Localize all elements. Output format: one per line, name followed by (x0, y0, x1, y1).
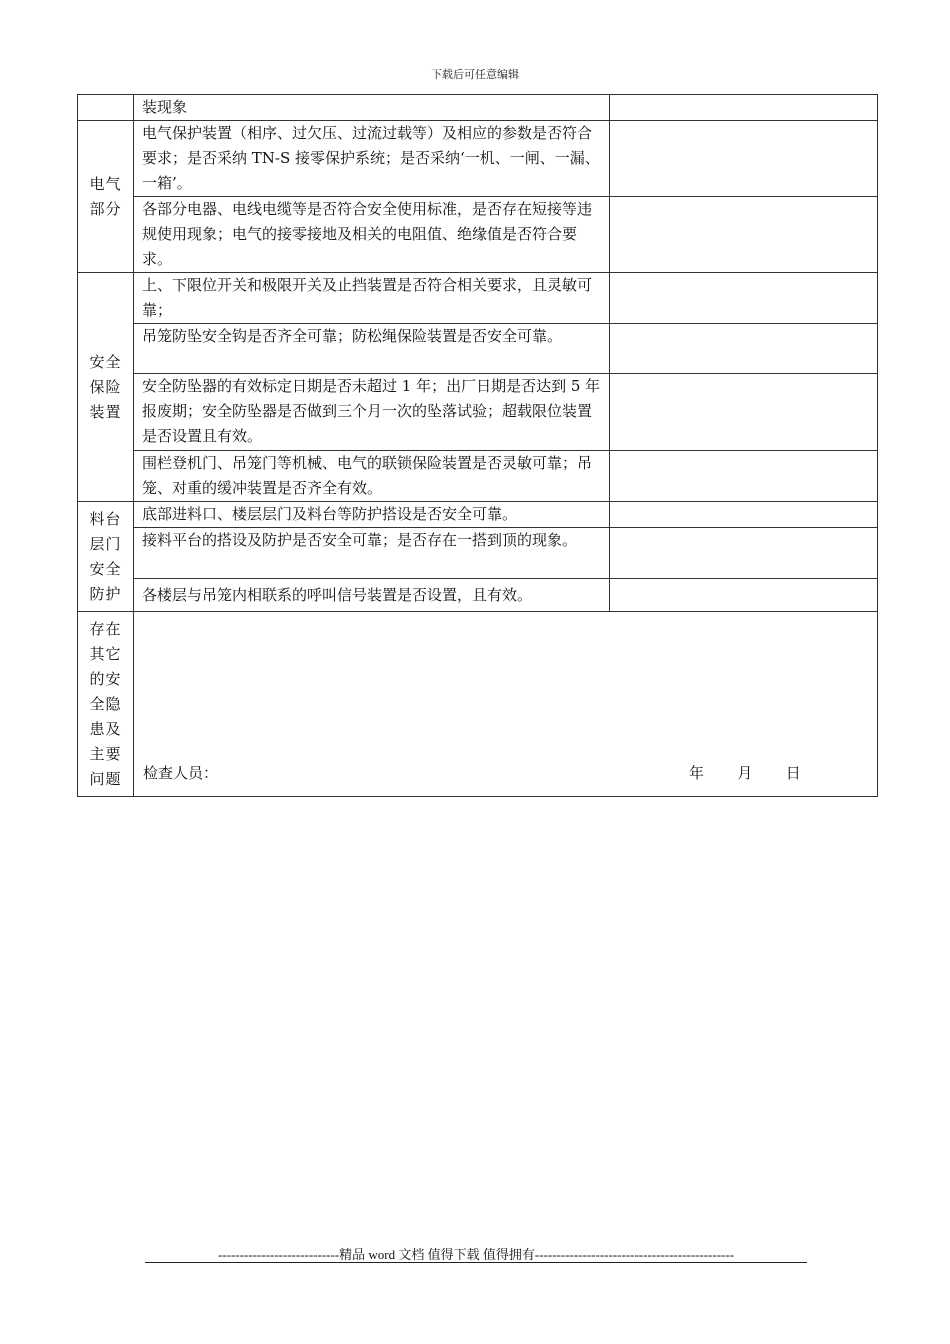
check-item: 上、下限位开关和极限开关及止挡装置是否符合相关要求，且灵敏可靠； (134, 273, 610, 324)
category-label-line: 部分 (89, 199, 122, 218)
table-row (78, 502, 878, 528)
category-label-line: 患及 (89, 719, 122, 738)
table-row (78, 528, 878, 579)
other-hazards-content[interactable] (134, 612, 878, 797)
table-row (78, 121, 878, 197)
category-safety-devices (78, 273, 134, 502)
category-label-line: 全隐 (89, 694, 122, 713)
category-label-line: 的安 (89, 669, 122, 688)
result-cell[interactable] (610, 579, 878, 612)
category-label-line: 保险 (89, 377, 122, 396)
table-row (78, 324, 878, 374)
result-cell[interactable] (610, 502, 878, 528)
result-cell[interactable] (610, 451, 878, 502)
result-cell[interactable] (610, 121, 878, 197)
category-electrical (78, 121, 134, 273)
page-header-note: 下载后可任意编辑 (431, 68, 519, 81)
check-item: 底部进料口、楼层层门及料台等防护搭设是否安全可靠。 (134, 502, 610, 528)
inspector-label: 检查人员： (143, 764, 219, 782)
result-cell[interactable] (610, 528, 878, 579)
table-row (78, 95, 878, 121)
check-item: 安全防坠器的有效标定日期是否未超过 1 年；出厂日期是否达到 5 年报废期；安全防坠器是否做到三个月一次的坠落试验；超载限位装置是否设置且有效。 (134, 374, 610, 451)
table-row (78, 273, 878, 324)
table-row (78, 579, 878, 612)
category-label-line: 其它 (89, 644, 122, 663)
inspection-table (77, 94, 878, 797)
category-other-hazards (78, 612, 134, 797)
result-cell[interactable] (610, 374, 878, 451)
table-row (78, 612, 878, 797)
result-cell[interactable] (610, 324, 878, 374)
table-row (78, 197, 878, 273)
category-label-line: 安全 (89, 559, 122, 578)
category-label-line: 层门 (89, 534, 122, 553)
check-item: 各部分电器、电线电缆等是否符合安全使用标准，是否存在短接等违规使用现象；电气的接零接地及相关的电阻值、绝缘值是否符合要求。 (134, 197, 610, 273)
result-cell[interactable] (610, 95, 878, 121)
category-landing-protection (78, 502, 134, 612)
table-row (78, 374, 878, 451)
check-item: 装现象 (134, 95, 610, 121)
footer-divider (145, 1262, 807, 1263)
check-item: 电气保护装置（相序、过欠压、过流过载等）及相应的参数是否符合要求；是否采纳 TN-S 接零保护系统；是否采纳‘一机、一闸、一漏、一箱’。 (134, 121, 610, 197)
table-row (78, 451, 878, 502)
footer-text: ----------------------------精品 word 文档 值得下载 值得拥有---------------------------------------------- (217, 1247, 735, 1262)
category-label-line: 存在 (89, 619, 122, 638)
check-item: 接料平台的搭设及防护是否安全可靠；是否存在一搭到顶的现象。 (134, 528, 610, 579)
category-label-line: 料台 (89, 509, 122, 528)
result-cell[interactable] (610, 273, 878, 324)
category-label-line: 防护 (89, 584, 122, 603)
date-label: 年 月 日 (689, 764, 801, 782)
category-label-line: 主要 (89, 744, 122, 763)
check-item: 各楼层与吊笼内相联系的呼叫信号装置是否设置，且有效。 (134, 579, 610, 612)
category-label-line: 问题 (89, 769, 122, 788)
category-label-line: 装置 (89, 402, 122, 421)
category-cell-empty (78, 95, 134, 121)
result-cell[interactable] (610, 197, 878, 273)
check-item: 吊笼防坠安全钩是否齐全可靠；防松绳保险装置是否安全可靠。 (134, 324, 610, 374)
category-label-line: 电气 (89, 174, 122, 193)
check-item: 围栏登机门、吊笼门等机械、电气的联锁保险装置是否灵敏可靠；吊笼、对重的缓冲装置是否齐全有效。 (134, 451, 610, 502)
category-label-line: 安全 (89, 352, 122, 371)
